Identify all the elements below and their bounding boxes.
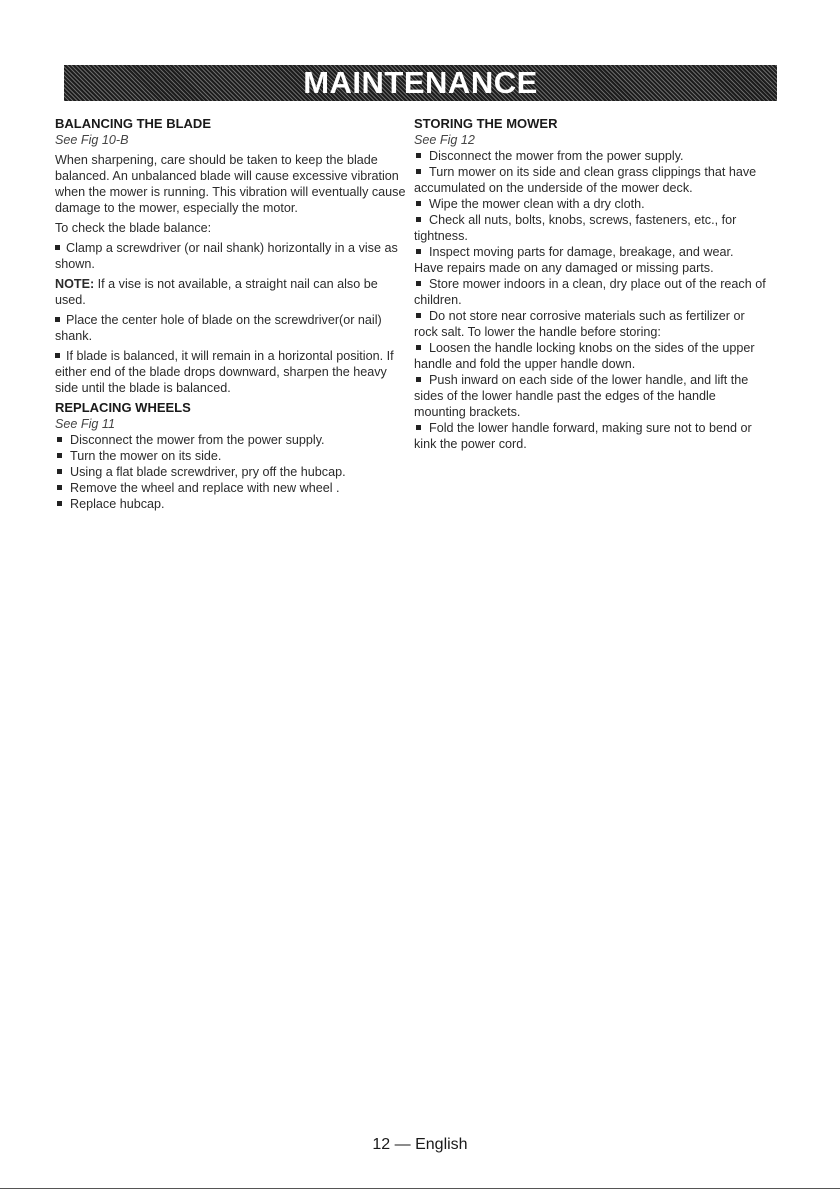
list-item-text: Check all nuts, bolts, knobs, screws, fasteners, etc., for tightness. <box>414 213 737 243</box>
bullet-icon <box>57 453 62 458</box>
list-item <box>414 420 766 452</box>
heading-storing-mower: STORING THE MOWER <box>414 116 558 131</box>
bullet-icon <box>416 345 421 350</box>
list-item-text: Turn the mower on its side. <box>70 449 222 463</box>
list-item <box>414 212 766 244</box>
balancing-step-3-text: If blade is balanced, it will remain in a horizontal position. If either end of the blade drops downward, sharpen the heavy side until the blade is balanced. <box>55 349 394 395</box>
bullet-icon <box>416 425 421 430</box>
list-item-text: Turn mower on its side and clean grass clippings that have accumulated on the underside of the mower deck. <box>414 165 757 195</box>
list-item-text: Store mower indoors in a clean, dry place out of the reach of children. <box>414 277 766 307</box>
banner-title: MAINTENANCE <box>303 65 538 100</box>
list-item <box>55 448 407 464</box>
balancing-note <box>55 276 407 308</box>
list-item-text: Loosen the handle locking knobs on the sides of the upper handle and fold the upper handle down. <box>414 341 755 371</box>
note-text: If a vise is not available, a straight nail can also be used. <box>55 277 378 307</box>
right-column <box>414 116 766 452</box>
heading-balancing-blade: BALANCING THE BLADE <box>55 116 211 131</box>
list-item <box>414 340 766 372</box>
bullet-icon <box>57 437 62 442</box>
list-item-text: Disconnect the mower from the power supply. <box>429 149 684 163</box>
list-item <box>414 148 766 164</box>
balancing-step-1 <box>55 240 407 272</box>
see-fig-11: See Fig 11 <box>55 417 115 431</box>
list-item-text: Remove the wheel and replace with new wheel . <box>70 481 340 495</box>
bottom-rule <box>0 1188 840 1189</box>
balancing-intro: When sharpening, care should be taken to keep the blade balanced. An unbalanced blade will cause excessive vibration when the mower is running. This vibration will eventually cause damage to the mower, especially the motor. <box>55 153 406 215</box>
balancing-step-2 <box>55 312 407 344</box>
list-item <box>55 496 407 512</box>
bullet-icon <box>57 469 62 474</box>
list-item <box>414 308 766 340</box>
list-item <box>414 164 766 196</box>
list-item <box>55 480 407 496</box>
bullet-icon <box>416 153 421 158</box>
bullet-icon <box>57 485 62 490</box>
bullet-icon <box>416 217 421 222</box>
list-item-text: Do not store near corrosive materials such as fertilizer or rock salt. To lower the handle before storing: <box>414 309 745 339</box>
bullet-icon <box>57 501 62 506</box>
list-item-text: Wipe the mower clean with a dry cloth. <box>429 197 645 211</box>
list-item-text: Inspect moving parts for damage, breakage, and wear. Have repairs made on any damaged or missing parts. <box>414 245 734 275</box>
note-label: NOTE: <box>55 277 95 291</box>
bullet-icon <box>416 281 421 286</box>
heading-replacing-wheels: REPLACING WHEELS <box>55 400 191 415</box>
balancing-step-3 <box>55 348 407 396</box>
list-item-text: Fold the lower handle forward, making sure not to bend or kink the power cord. <box>414 421 752 451</box>
see-fig-10b: See Fig 10-B <box>55 133 129 147</box>
section-banner <box>64 65 777 101</box>
bullet-icon <box>416 249 421 254</box>
balancing-step-2-text: Place the center hole of blade on the screwdriver(or nail) shank. <box>55 313 382 343</box>
bullet-icon <box>416 201 421 206</box>
bullet-icon <box>416 169 421 174</box>
list-item <box>55 464 407 480</box>
wheels-steps <box>55 432 407 512</box>
bullet-icon <box>416 313 421 318</box>
list-item <box>414 372 766 420</box>
left-column <box>55 116 407 512</box>
list-item-text: Replace hubcap. <box>70 497 165 511</box>
list-item-text: Disconnect the mower from the power supply. <box>70 433 325 447</box>
list-item <box>414 276 766 308</box>
bullet-icon <box>55 245 60 250</box>
balancing-step-1-text: Clamp a screwdriver (or nail shank) horizontally in a vise as shown. <box>55 241 398 271</box>
list-item <box>414 244 766 276</box>
page-footer: 12 — English <box>372 1136 468 1153</box>
balancing-check: To check the blade balance: <box>55 221 212 235</box>
bullet-icon <box>55 353 60 358</box>
list-item <box>414 196 766 212</box>
see-fig-12: See Fig 12 <box>414 133 475 147</box>
list-item-text: Using a flat blade screwdriver, pry off the hubcap. <box>70 465 346 479</box>
list-item-text: Push inward on each side of the lower handle, and lift the sides of the lower handle past the edges of the handle mounting brackets. <box>414 373 749 419</box>
list-item <box>55 432 407 448</box>
storing-steps <box>414 148 766 452</box>
bullet-icon <box>55 317 60 322</box>
bullet-icon <box>416 377 421 382</box>
